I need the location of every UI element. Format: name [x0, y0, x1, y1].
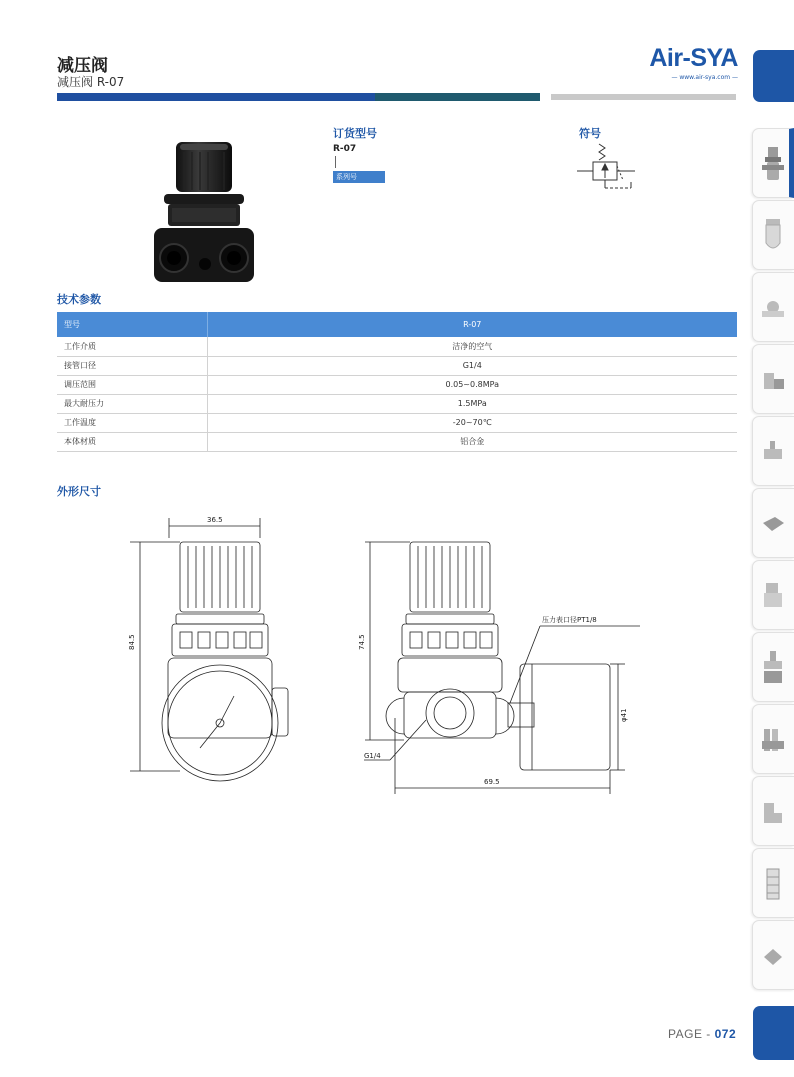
- nav-item-manifold[interactable]: [752, 704, 794, 774]
- regulator-icon: [760, 145, 786, 185]
- header-bar-blue: [57, 93, 375, 101]
- nav-item-filter[interactable]: [752, 200, 794, 270]
- logo-url: — www.air-sya.com —: [671, 74, 738, 81]
- nav-item-cylinder[interactable]: [752, 488, 794, 558]
- manifold-icon: [760, 721, 786, 761]
- page-prefix: PAGE -: [668, 1027, 715, 1041]
- brand-logo: [646, 44, 738, 81]
- misc-icon: [760, 937, 786, 977]
- series-tag: 系列号: [333, 171, 385, 183]
- spec-table: [57, 312, 737, 452]
- valve-icon: [760, 433, 786, 473]
- nav-item-misc[interactable]: [752, 920, 794, 990]
- side-tab-bottom: [753, 1006, 794, 1060]
- nav-item-muffler[interactable]: [752, 848, 794, 918]
- spec-label: 接管口径: [57, 356, 207, 375]
- page-title: 减压阀: [57, 56, 108, 76]
- spec-value: 洁净的空气: [207, 337, 737, 356]
- dim-gauge-port: 压力表口径PT1/8: [542, 616, 597, 624]
- side-tab-top: [753, 50, 794, 102]
- nav-item-fitting[interactable]: [752, 344, 794, 414]
- spec-value: 1.5MPa: [207, 394, 737, 413]
- pneumatic-symbol-icon: [573, 140, 643, 195]
- dim-front-height: 84.5: [128, 634, 136, 650]
- side-nav: [752, 128, 794, 992]
- spec-value: 铝合金: [207, 432, 737, 451]
- spec-label: 工作介质: [57, 337, 207, 356]
- filter-icon: [760, 217, 786, 257]
- spec-header-label: 型号: [57, 312, 207, 337]
- nav-item-regulator[interactable]: [752, 128, 794, 198]
- logo-text: Air-SYA: [649, 44, 738, 72]
- dim-side-length: 69.5: [484, 778, 500, 786]
- muffler-icon: [760, 865, 786, 905]
- dim-side-height: 74.5: [358, 634, 366, 650]
- spec-value: G1/4: [207, 356, 737, 375]
- nav-item-frl[interactable]: [752, 632, 794, 702]
- table-row: [57, 394, 737, 413]
- page-subtitle: 减压阀 R-07: [57, 75, 125, 89]
- table-row: [57, 432, 737, 451]
- dim-port: G1/4: [364, 752, 381, 760]
- header-bar-grey: [551, 94, 736, 100]
- table-row: [57, 375, 737, 394]
- nav-item-gauge[interactable]: [752, 272, 794, 342]
- spec-value: -20~70℃: [207, 413, 737, 432]
- spec-label: 最大耐压力: [57, 394, 207, 413]
- spec-value: 0.05~0.8MPa: [207, 375, 737, 394]
- order-code-label: 订货型号: [333, 127, 377, 140]
- spec-label: 工作温度: [57, 413, 207, 432]
- product-photo: [150, 134, 260, 289]
- dimension-drawing: [120, 508, 640, 798]
- table-row: [57, 413, 737, 432]
- frl-icon: [760, 649, 786, 689]
- header-bar-teal: [375, 93, 540, 101]
- nav-item-elbow[interactable]: [752, 776, 794, 846]
- gauge-icon: [760, 289, 786, 329]
- nav-item-valve[interactable]: [752, 416, 794, 486]
- order-code: R-07: [333, 144, 357, 154]
- page-number: [668, 1027, 736, 1041]
- table-row: [57, 356, 737, 375]
- specs-title: 技术参数: [57, 293, 101, 306]
- elbow-icon: [760, 793, 786, 833]
- spec-header-value: R-07: [207, 312, 737, 337]
- solenoid-icon: [760, 577, 786, 617]
- nav-item-solenoid[interactable]: [752, 560, 794, 630]
- dimensions-title: 外形尺寸: [57, 485, 101, 498]
- symbol-label: 符号: [579, 127, 601, 140]
- dim-front-width: 36.5: [207, 516, 223, 524]
- spec-label: 调压范围: [57, 375, 207, 394]
- order-code-connector: [335, 156, 336, 168]
- table-row: [57, 337, 737, 356]
- cylinder-icon: [760, 505, 786, 545]
- spec-label: 本体材质: [57, 432, 207, 451]
- fitting-icon: [760, 361, 786, 401]
- spec-header-row: [57, 312, 737, 337]
- page-number-value: 072: [714, 1027, 737, 1041]
- dim-gauge-dia: φ41: [620, 708, 628, 722]
